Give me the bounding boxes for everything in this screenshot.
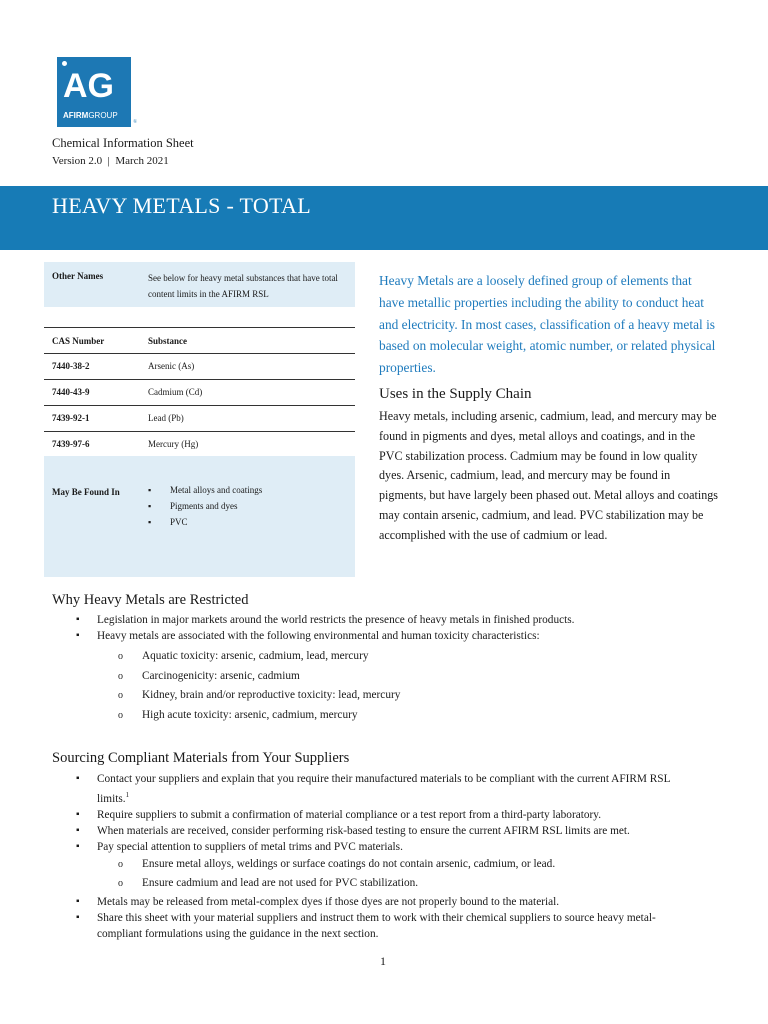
list-item: ▪ Metals may be released from metal-complex dyes if those dyes are not properly bound to the material. bbox=[52, 894, 732, 910]
logo-registered-mark: ® bbox=[133, 120, 137, 125]
sourcing-list bbox=[52, 771, 732, 942]
afirm-group-logo bbox=[57, 57, 137, 127]
sub-list-item: o Aquatic toxicity: arsenic, cadmium, lead, mercury bbox=[52, 647, 732, 667]
table-row bbox=[44, 379, 355, 406]
list-item: ▪ When materials are received, consider performing risk-based testing to ensure the current AFIRM RSL limits are met. bbox=[52, 823, 732, 839]
why-restricted-list bbox=[52, 612, 732, 725]
cas-number: 7440-43-9 bbox=[52, 387, 90, 397]
substance: Arsenic (As) bbox=[148, 361, 195, 371]
may-be-found-in-row bbox=[44, 456, 355, 577]
list-item: ▪ Metal alloys and coatings bbox=[148, 482, 262, 498]
why-restricted-heading: Why Heavy Metals are Restricted bbox=[52, 592, 249, 608]
list-item: ▪ Heavy metals are associated with the following environmental and human toxicity characteristics: bbox=[52, 628, 732, 644]
date: March 2021 bbox=[115, 155, 169, 167]
version: Version 2.0 bbox=[52, 155, 103, 167]
title-banner bbox=[0, 186, 768, 250]
separator: | bbox=[107, 155, 110, 167]
page-number: 1 bbox=[380, 954, 386, 968]
page-title: HEAVY METALS - TOTAL bbox=[52, 193, 311, 218]
sub-list-item: o Carcinogenicity: arsenic, cadmium bbox=[52, 667, 732, 687]
cas-table-header bbox=[44, 327, 355, 354]
may-be-found-in-label: May Be Found In bbox=[52, 487, 120, 497]
list-item: ▪ Share this sheet with your material suppliers and instruct them to work with their chemical suppliers to source heavy metal-compliant formulations using the guidance in the next section. bbox=[52, 910, 732, 942]
logo-letters: AG bbox=[63, 67, 114, 105]
footnote-marker: 1 bbox=[125, 791, 130, 799]
uses-heading: Uses in the Supply Chain bbox=[379, 386, 532, 402]
sheet-type: Chemical Information Sheet bbox=[52, 136, 194, 150]
list-item: ▪ Contact your suppliers and explain that you require their manufactured materials to be compliant with the current AFIRM RSL limits.$^1$ bbox=[52, 771, 732, 807]
cas-number: 7439-92-1 bbox=[52, 413, 90, 423]
sub-list-item: o High acute toxicity: arsenic, cadmium, mercury bbox=[52, 706, 732, 726]
substance-header: Substance bbox=[148, 336, 188, 346]
sub-list-item: o Kidney, brain and/or reproductive toxicity: lead, mercury bbox=[52, 686, 732, 706]
list-item: ▪ Pay special attention to suppliers of metal trims and PVC materials. bbox=[52, 839, 732, 855]
cas-number-header: CAS Number bbox=[52, 336, 105, 346]
list-item: ▪ Pigments and dyes bbox=[148, 498, 262, 514]
uses-paragraph: Heavy metals, including arsenic, cadmium, lead, and mercury may be found in pigments and dyes, metal alloys and coatings, and in the PVC stabilization process. Cadmium may be found in low quality dyes. Arsenic, cadmium, lead, and mercury may be found in pigments, but have largely been phased out. Metal alloys and coatings may contain arsenic, cadmium, and lead. PVC stabilization may be accomplished with the use of cadmium or lead. bbox=[379, 409, 718, 542]
sourcing-heading: Sourcing Compliant Materials from Your Suppliers bbox=[52, 750, 350, 766]
sub-list-item: o Ensure metal alloys, weldings or surface coatings do not contain arsenic, cadmium, or lead. bbox=[52, 855, 732, 875]
found-in-list bbox=[148, 482, 262, 530]
logo-brand: AFIRMGROUP bbox=[63, 111, 118, 120]
list-item: ▪ PVC bbox=[148, 514, 262, 530]
substance: Lead (Pb) bbox=[148, 413, 184, 423]
cas-number: 7440-38-2 bbox=[52, 361, 90, 371]
list-item: ▪ Require suppliers to submit a confirmation of material compliance or a test report from a third-party laboratory. bbox=[52, 807, 732, 823]
other-names-value: See below for heavy metal substances that have total content limits in the AFIRM RSL bbox=[148, 273, 338, 299]
other-names-label: Other Names bbox=[52, 271, 104, 281]
table-row bbox=[44, 405, 355, 432]
list-item: ▪ Legislation in major markets around the world restricts the presence of heavy metals in finished products. bbox=[52, 612, 732, 628]
cas-number: 7439-97-6 bbox=[52, 439, 90, 449]
table-row bbox=[44, 431, 355, 458]
intro-paragraph: Heavy Metals are a loosely defined group of elements that have metallic properties including the ability to conduct heat and electricity. In most cases, classification of a heavy metal is based on molecular weight, atomic number, or related physical properties. bbox=[379, 273, 716, 376]
other-names-row bbox=[44, 262, 355, 307]
substance: Mercury (Hg) bbox=[148, 439, 199, 449]
table-row bbox=[44, 353, 355, 380]
sub-list-item: o Ensure cadmium and lead are not used for PVC stabilization. bbox=[52, 874, 732, 894]
version-line bbox=[52, 155, 169, 167]
substance: Cadmium (Cd) bbox=[148, 387, 203, 397]
